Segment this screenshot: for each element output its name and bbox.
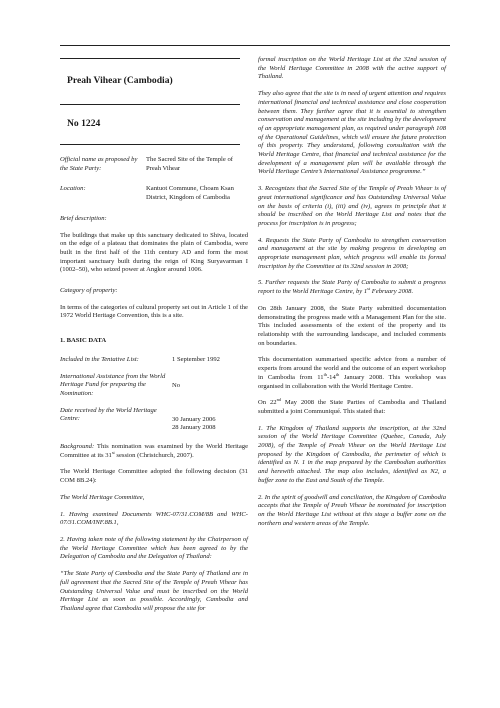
right-p4: 4. Requests the State Party of Cambodia to strengthen conservation and management at the site by making progress in developing an appropriate management plan, which progress will enable its formal inscription by the Committee at its 32nd session in 2008; [258, 236, 446, 270]
committee-label: The World Heritage Committee, [60, 493, 145, 501]
right-p8-a: On 22 [258, 399, 277, 407]
right-p7-sup1: th [323, 371, 327, 377]
right-column [258, 56, 446, 528]
background-paragraph [60, 443, 248, 460]
decision-item-1: 1. Having examined Documents WHC-07/31.COM/8B and WHC-07/31.COM/INF.8B.1, [60, 510, 248, 527]
site-title: Preah Vihear (Cambodia) [67, 75, 173, 86]
brief-description-label: Brief description: [60, 214, 107, 222]
decision-item-2: 2. Having taken note of the following statement by the Chairperson of the World Heritage Committee which has been agreed to by the Delegation of Cambodia and the Delegation of Thailand: [60, 535, 248, 561]
location-label: Location: [60, 185, 86, 193]
received-value-2: 28 January 2008 [172, 424, 216, 432]
assistance-row [60, 373, 248, 399]
right-p7-b: -14 [326, 373, 336, 381]
assistance-label: International Assistance from the World Heritage Fund for preparing the Nomination: [60, 372, 166, 397]
tentative-row [60, 356, 248, 365]
location-value: Kantuot Commune, Choam Ksan District, Kingdom of Cambodia [146, 185, 234, 202]
received-label: Date received by the World Heritage Centre: [60, 406, 157, 423]
site-number: No 1224 [60, 104, 240, 145]
category-label: Category of property: [60, 287, 118, 295]
right-p7-c: January 2008. This workshop was organised in collaboration with the World Heritage Centre. [258, 373, 447, 390]
header-box [60, 58, 240, 145]
background-label: Background: [60, 443, 95, 451]
right-p8-sup: nd [276, 397, 281, 403]
right-p10: 2. In the spirit of goodwill and conciliation, the Kingdom of Cambodia accepts that the Temple of Preah Vihear be nominated for inscription on the World Heritage List without at this stage a buffer zone on the northern and western areas of the Temple. [258, 493, 446, 527]
right-p5-a: 5. Further requests the State Party of Cambodia to submit a progress report to the World Heritage Centre, by 1 [258, 279, 446, 296]
official-name-label: Official name as proposed by the State Party: [60, 156, 138, 172]
right-p1: formal inscription on the World Heritage List at the 32nd session of the World Heritage Committee in 2008 with the active support of Thailand. [258, 56, 446, 81]
right-p8-b: May 2008 the State Parties of Cambodia and Thailand submitted a joint Communiqué. This stated that: [258, 399, 446, 415]
right-p7 [258, 356, 446, 391]
tentative-value: 1 September 1992 [172, 355, 220, 363]
brief-description-text: The buildings that make up this sanctuary dedicated to Shiva, located on the edge of a plateau that dominates the plain of Cambodia, were built in the first half of the 11th century AD and form the most important sanctuary built during the reign of King Suryavarman I (1002–50), who seized power at Angkor around 1006. [60, 231, 248, 274]
background-text-1: This nomination was examined by the World Heritage Committee at its 31 [60, 443, 248, 459]
right-p5-sup: st [367, 285, 371, 291]
right-p7-a: This documentation summarised specific advice from a number of experts from around the world and the outcome of an expert workshop in Cambodia from 11 [258, 356, 446, 381]
right-p7-sup2: th [335, 371, 340, 377]
location-row [60, 185, 248, 202]
official-name-value: The Sacred Site of the Temple of Preah Vihear [146, 156, 233, 172]
tentative-label: Included in the Tentative List: [60, 355, 139, 363]
decision-quote: “The State Party of Cambodia and the State Party of Thailand are in full agreement that the Sacred Site of the Temple of Preah Vihear has Outstanding Universal Value and must be inscribed on the World Heritage List as soon as possible. Accordingly, Cambodia and Thailand agree that Cambodia will propose the site for [60, 570, 248, 612]
right-p5-b: February 2008. [370, 288, 414, 296]
right-p9: 1. The Kingdom of Thailand supports the inscription, at the 32nd session of the World Heritage Committee (Quebec, Canada, July 2008), of the Temple of Preah Vihear on the World Heritage List proposed by the Kingdom of Cambodia, the perimeter of which is identified as N. 1 in the map prepared by the Cambodian authorities and herewith attached. The map also includes, identified as N2, a buffer zone to the East and South of the Temple. [258, 424, 446, 484]
received-value-1: 30 January 2006 [172, 415, 216, 423]
assistance-value: No [172, 381, 181, 389]
right-p3: 3. Recognizes that the Sacred Site of the Temple of Preah Vihear is of great international significance and has Outstanding Universal Value on the basis of criteria (i), (iii) and (iv), agrees in principle that it should be inscribed on the World Heritage List and notes that the process for inscription is in progress; [258, 185, 446, 227]
right-p8 [258, 399, 446, 416]
left-column [60, 156, 248, 614]
received-values [172, 407, 248, 433]
top-rule [60, 45, 450, 46]
background-text-2: session (Christchurch, 2007). [114, 451, 194, 459]
adopted-text: The World Heritage Committee adopted the following decision (31 COM 8B.24): [60, 468, 248, 485]
background-sup: st [111, 449, 115, 455]
right-p2: They also agree that the site is in need of urgent attention and requires international financial and technical assistance and close cooperation between them. They further agree that it is essential to strengthen conservation and management at the site including by the development of an appropriate management plan, as required under paragraph 108 of the Operational Guidelines, which will ensure the future protection of this property. They understand, following consultation with the World Heritage Centre, that financial and technical assistance for the development of a management plan will be available through the World Heritage Centre’s International Assistance programme.” [258, 90, 446, 176]
category-text: In terms of the categories of cultural property set out in Article 1 of the 1972 World Heritage Convention, this is a site. [60, 303, 248, 320]
official-name-row [60, 156, 248, 173]
right-p5 [258, 279, 446, 296]
received-row [60, 407, 248, 433]
right-p6: On 28th January 2008, the State Party submitted documentation demonstrating the progress made with a Management Plan for the site. This included assessments of the extent of the property and its relationship with the surrounding landscape, and included comments on boundaries. [258, 304, 446, 347]
basic-data-heading: 1. BASIC DATA [60, 337, 107, 345]
